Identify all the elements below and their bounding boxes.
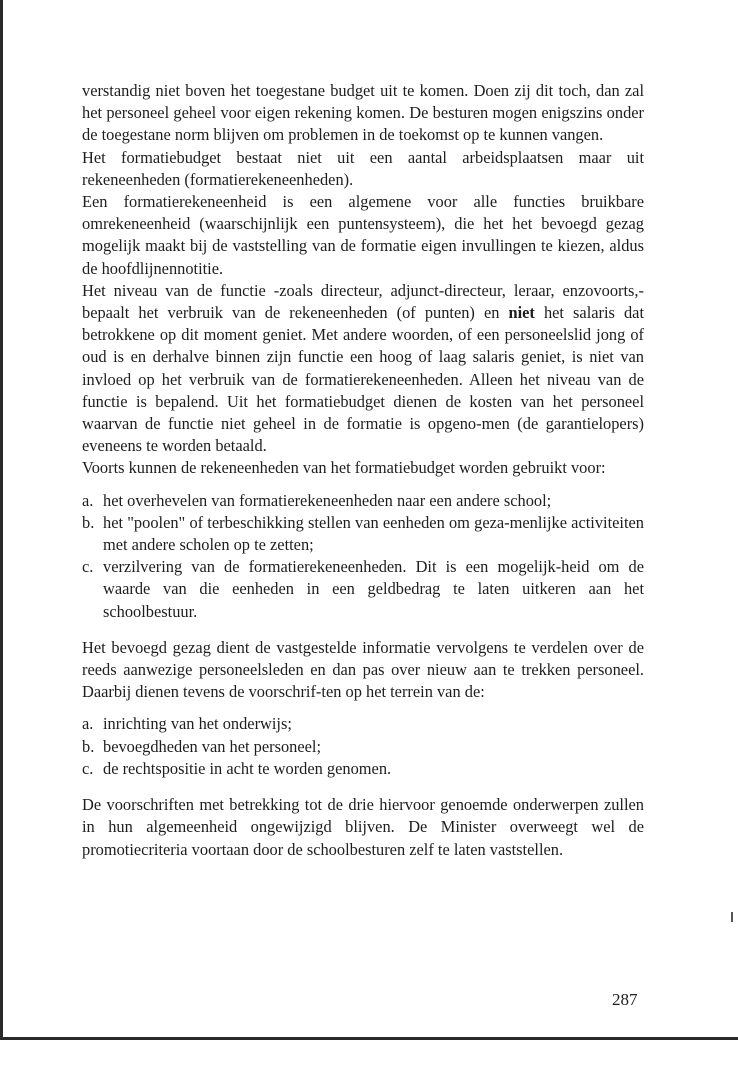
- list-voorschriften: [82, 713, 644, 780]
- list-item-text: bevoegdheden van het personeel;: [103, 736, 322, 756]
- bottom-edge-rule: [0, 1037, 738, 1040]
- list-item-text: het "poolen" of terbeschikking stellen van eenheden om geza-menlijke activiteiten met andere scholen op te zetten;: [103, 512, 644, 555]
- paragraph-bevoegd-gezag: Het bevoegd gezag dient de vastgestelde informatie vervolgens te verdelen over de reeds aanwezige personeelsleden en dan pas over nieuw aan te trekken personeel. Daarbij dienen tevens de voorschrif-ten op het terrein van de:: [82, 637, 644, 702]
- list-item-text: het overhevelen van formatierekeneenheden naar een andere school;: [103, 490, 552, 510]
- list-item-text: verzilvering van de formatierekeneenheden. Dit is een mogelijk-heid om de waarde van die eenheden in een geldbedrag te laten uitkeren aan het schoolbestuur.: [103, 557, 644, 621]
- list-item-text: inrichting van het onderwijs;: [103, 714, 292, 734]
- scan-speck: [731, 912, 733, 922]
- page-number: 287: [612, 990, 638, 1009]
- paragraph-formatiebudget: Het formatiebudget bestaat niet uit een aantal arbeidsplaatsen maar uit rekeneenheden (formatierekeneenheden).: [82, 147, 644, 189]
- list-item-text: de rechtspositie in acht te worden genomen.: [103, 758, 392, 778]
- paragraph-promotiecriteria: De voorschriften met betrekking tot de drie hiervoor genoemde onderwerpen zullen in hun algemeenheid ongewijzigd blijven. De Minister overweegt wel de promotiecriteria voortaan door de schoolbesturen zelf te laten vaststellen.: [82, 795, 644, 859]
- list-marker: b.: [82, 512, 95, 532]
- list-item: [82, 512, 644, 556]
- paragraph-functieniveau: [82, 280, 644, 458]
- list-item: [82, 758, 644, 780]
- left-edge-rule: [0, 0, 3, 1040]
- list-marker: c.: [82, 758, 94, 778]
- list-uses: [82, 490, 644, 623]
- list-marker: b.: [82, 736, 95, 756]
- list-item: [82, 556, 644, 623]
- list-item: [82, 713, 644, 735]
- paragraph-voorts: Voorts kunnen de rekeneenheden van het formatiebudget worden gebruikt voor:: [82, 458, 606, 478]
- list-marker: a.: [82, 714, 94, 734]
- list-item: [82, 490, 644, 512]
- paragraph-rekeneenheid: Een formatierekeneenheid is een algemene voor alle functies bruikbare omrekeneenheid (waarschijnlijk een puntensysteem), die het het bevoegd gezag mogelijk maakt bij de vaststelling van de formatie eigen invullingen te kiezen, aldus de hoofdlijnennotitie.: [82, 192, 644, 278]
- page-body: [82, 80, 644, 861]
- para4-bold-niet: niet: [508, 303, 535, 323]
- list-item: [82, 736, 644, 758]
- list-marker: c.: [82, 557, 94, 577]
- para4-before: Het niveau van de functie -zoals directeur, adjunct-directeur, leraar, enzovoorts,- bepaalt het verbruik van de rekeneenheden (of punten) en: [82, 280, 644, 323]
- paragraph-budget-limit: verstandig niet boven het toegestane budget uit te komen. Doen zij dit toch, dan zal het personeel geheel voor eigen rekening komen. De besturen mogen enigszins onder de toegestane norm blijven om problemen in de toekomst op te kunnen vangen.: [82, 81, 644, 145]
- para4-after: het salaris dat betrokkene op dit moment geniet. Met andere woorden, of een personeelslid jong of oud is en derhalve binnen zijn functie een hoog of laag salaris geniet, is niet van invloed op het verbruik van de formatierekeneenheden. Alleen het niveau van de functie is bepalend. Uit het formatiebudget dienen de kosten van het personeel waarvan de functie niet geheel in de formatie is opgeno-men (de garantielopers) eveneens te worden betaald.: [82, 303, 644, 456]
- list-marker: a.: [82, 490, 94, 510]
